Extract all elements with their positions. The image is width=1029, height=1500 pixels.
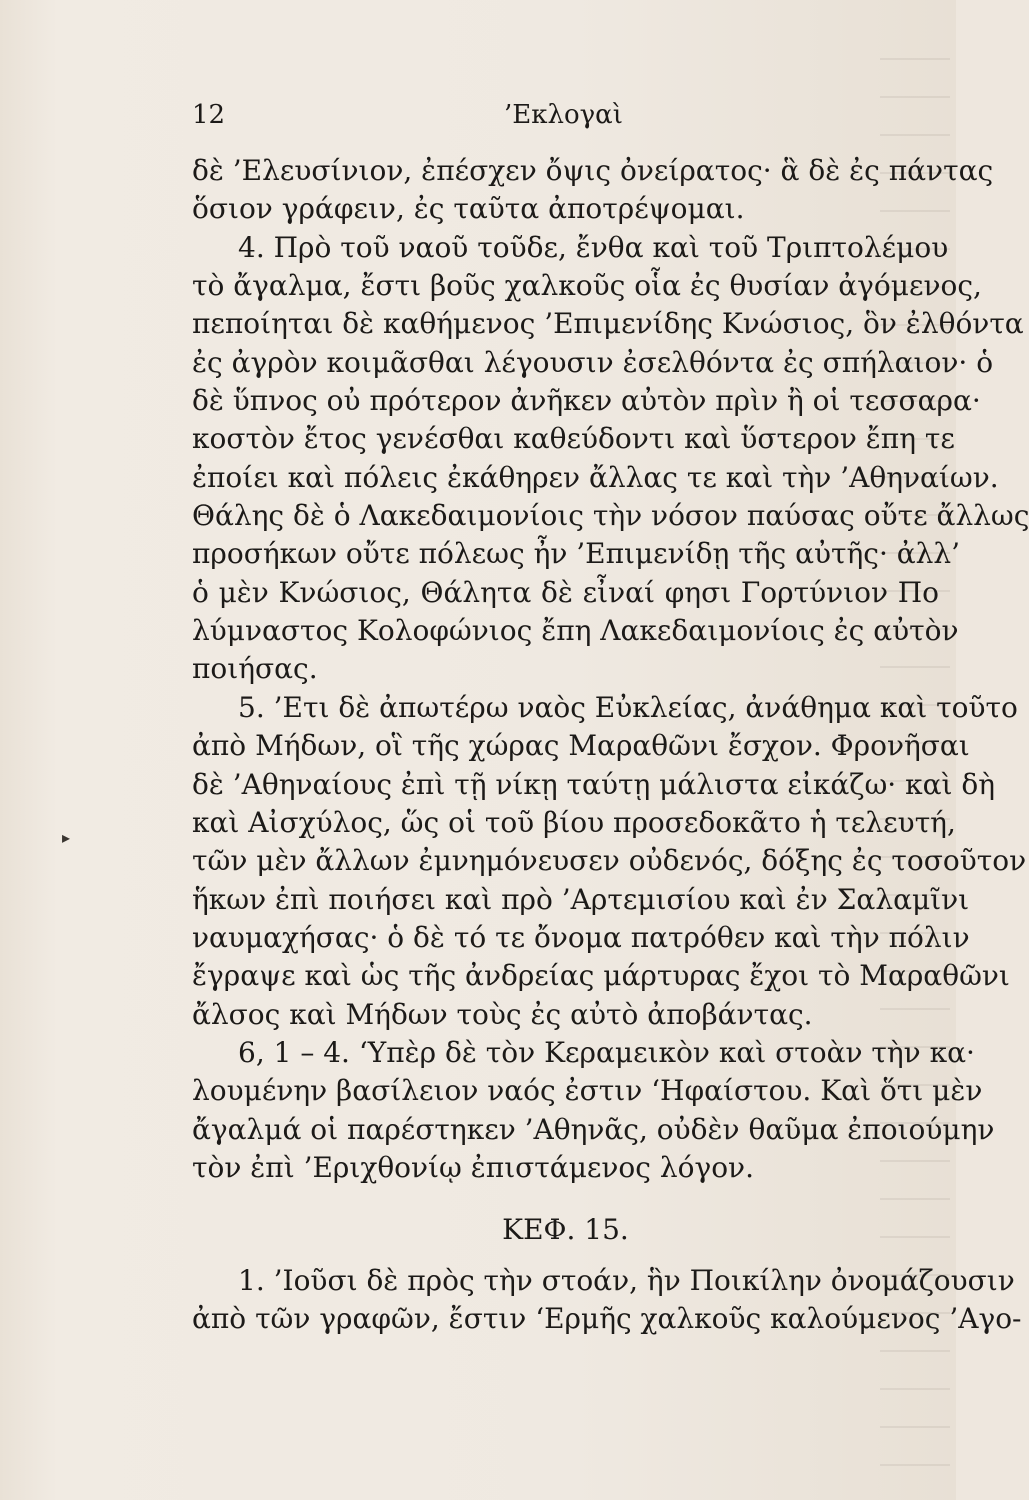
text-line: δὲ ’Αθηναίους ἐπὶ τῇ νίκῃ ταύτῃ μάλιστα εἰκάζω· καὶ δὴ bbox=[192, 767, 996, 801]
text-line: ἄλσος καὶ Μήδων τοὺς ἐς αὐτὸ ἀποβάντας. bbox=[192, 997, 813, 1031]
text-line-section-4: 4. Πρὸ τοῦ ναοῦ τοῦδε, ἔνθα καὶ τοῦ Τριπτολέμου bbox=[238, 230, 949, 264]
text-line: ναυμαχήσας· ὁ δὲ τό τε ὄνομα πατρόθεν καὶ τὴν πόλιν bbox=[192, 920, 970, 954]
text-line: ἀπὸ τῶν γραφῶν, ἔστιν ‘Ερμῆς χαλκοῦς καλούμενος ’Αγο- bbox=[192, 1301, 1022, 1335]
text-line: Θάλης δὲ ὁ Λακεδαιμονίοις τὴν νόσον παύσας οὔτε ἄλλως bbox=[192, 499, 1029, 533]
text-line: ἀπὸ Μήδων, οἳ τῆς χώρας Μαραθῶνι ἔσχον. Φρονῆσαι bbox=[192, 729, 970, 763]
text-line: ὅσιον γράφειν, ἐς ταῦτα ἀποτρέψομαι. bbox=[192, 192, 745, 226]
text-line-section-6: 6, 1 – 4. ‘Υπὲρ δὲ τὸν Κεραμεικὸν καὶ στοὰν τὴν κα· bbox=[238, 1035, 975, 1069]
text-line: ἐς ἀγρὸν κοιμᾶσθαι λέγουσιν ἐσελθόντα ἐς σπήλαιον· ὁ bbox=[192, 345, 994, 379]
body-text bbox=[192, 152, 1029, 1338]
text-line-section-1: 1. ’Ιοῦσι δὲ πρὸς τὴν στοάν, ἣν Ποικίλην ὀνομάζουσιν bbox=[238, 1263, 1015, 1297]
running-title: ’Εκλογαὶ bbox=[504, 100, 623, 130]
text-line: λύμναστος Κολοφώνιος ἔπη Λακεδαιμονίοις ἐς αὐτὸν bbox=[192, 614, 959, 648]
text-line: λουμένην βασίλειον ναός ἐστιν ‘Ηφαίστου. Καὶ ὅτι μὲν bbox=[192, 1074, 983, 1108]
chapter-heading: ΚΕΦ. 15. bbox=[502, 1213, 629, 1247]
text-line: δὲ ’Ελευσίνιον, ἐπέσχεν ὄψις ὀνείρατος· ἃ δὲ ἐς πάντας bbox=[192, 154, 994, 187]
text-line: ποιήσας. bbox=[192, 652, 318, 686]
text-line: ἔγραψε καὶ ὡς τῆς ἀνδρείας μάρτυρας ἔχοι τὸ Μαραθῶνι bbox=[192, 959, 1010, 993]
text-line: ἥκων ἐπὶ ποιήσει καὶ πρὸ ’Αρτεμισίου καὶ ἐν Σαλαμῖνι bbox=[192, 882, 970, 916]
text-line: ἐποίει καὶ πόλεις ἐκάθηρεν ἄλλας τε καὶ τὴν ’Αθηναίων. bbox=[192, 460, 999, 494]
text-line: ὁ μὲν Κνώσιος, Θάλητα δὲ εἶναί φησι Γορτύνιον Πο bbox=[192, 575, 939, 609]
text-line: τὸ ἄγαλμα, ἔστι βοῦς χαλκοῦς οἷα ἐς θυσίαν ἀγόμενος, bbox=[192, 269, 982, 303]
text-line: δὲ ὕπνος οὐ πρότερον ἀνῆκεν αὐτὸν πρὶν ἢ οἱ τεσσαρα· bbox=[192, 384, 981, 418]
text-line: πεποίηται δὲ καθήμενος ’Επιμενίδης Κνώσιος, ὃν ἐλθόντα bbox=[192, 307, 1024, 341]
page-number: 12 bbox=[192, 100, 226, 130]
text-line: καὶ Αἰσχύλος, ὥς οἱ τοῦ βίου προσεδοκᾶτο ἡ τελευτή, bbox=[192, 805, 956, 839]
page-header bbox=[192, 100, 928, 140]
text-line: τὸν ἐπὶ ’Εριχθονίῳ ἐπιστάμενος λόγον. bbox=[192, 1150, 754, 1184]
text-line: κοστὸν ἔτος γενέσθαι καθεύδοντι καὶ ὕστερον ἔπη τε bbox=[192, 422, 955, 456]
margin-mark-icon: ▸ bbox=[62, 828, 71, 847]
text-line: ἄγαλμά οἱ παρέστηκεν ’Αθηνᾶς, οὐδὲν θαῦμα ἐποιούμην bbox=[192, 1112, 995, 1146]
text-line: προσήκων οὔτε πόλεως ἦν ’Επιμενίδῃ τῆς αὐτῆς· ἀλλ’ bbox=[192, 537, 961, 571]
text-line: τῶν μὲν ἄλλων ἐμνημόνευσεν οὐδενός, δόξης ἐς τοσοῦτον bbox=[192, 844, 1027, 878]
text-line-section-5: 5. ’Ετι δὲ ἀπωτέρω ναὸς Εὐκλείας, ἀνάθημα καὶ τοῦτο bbox=[238, 690, 1018, 724]
